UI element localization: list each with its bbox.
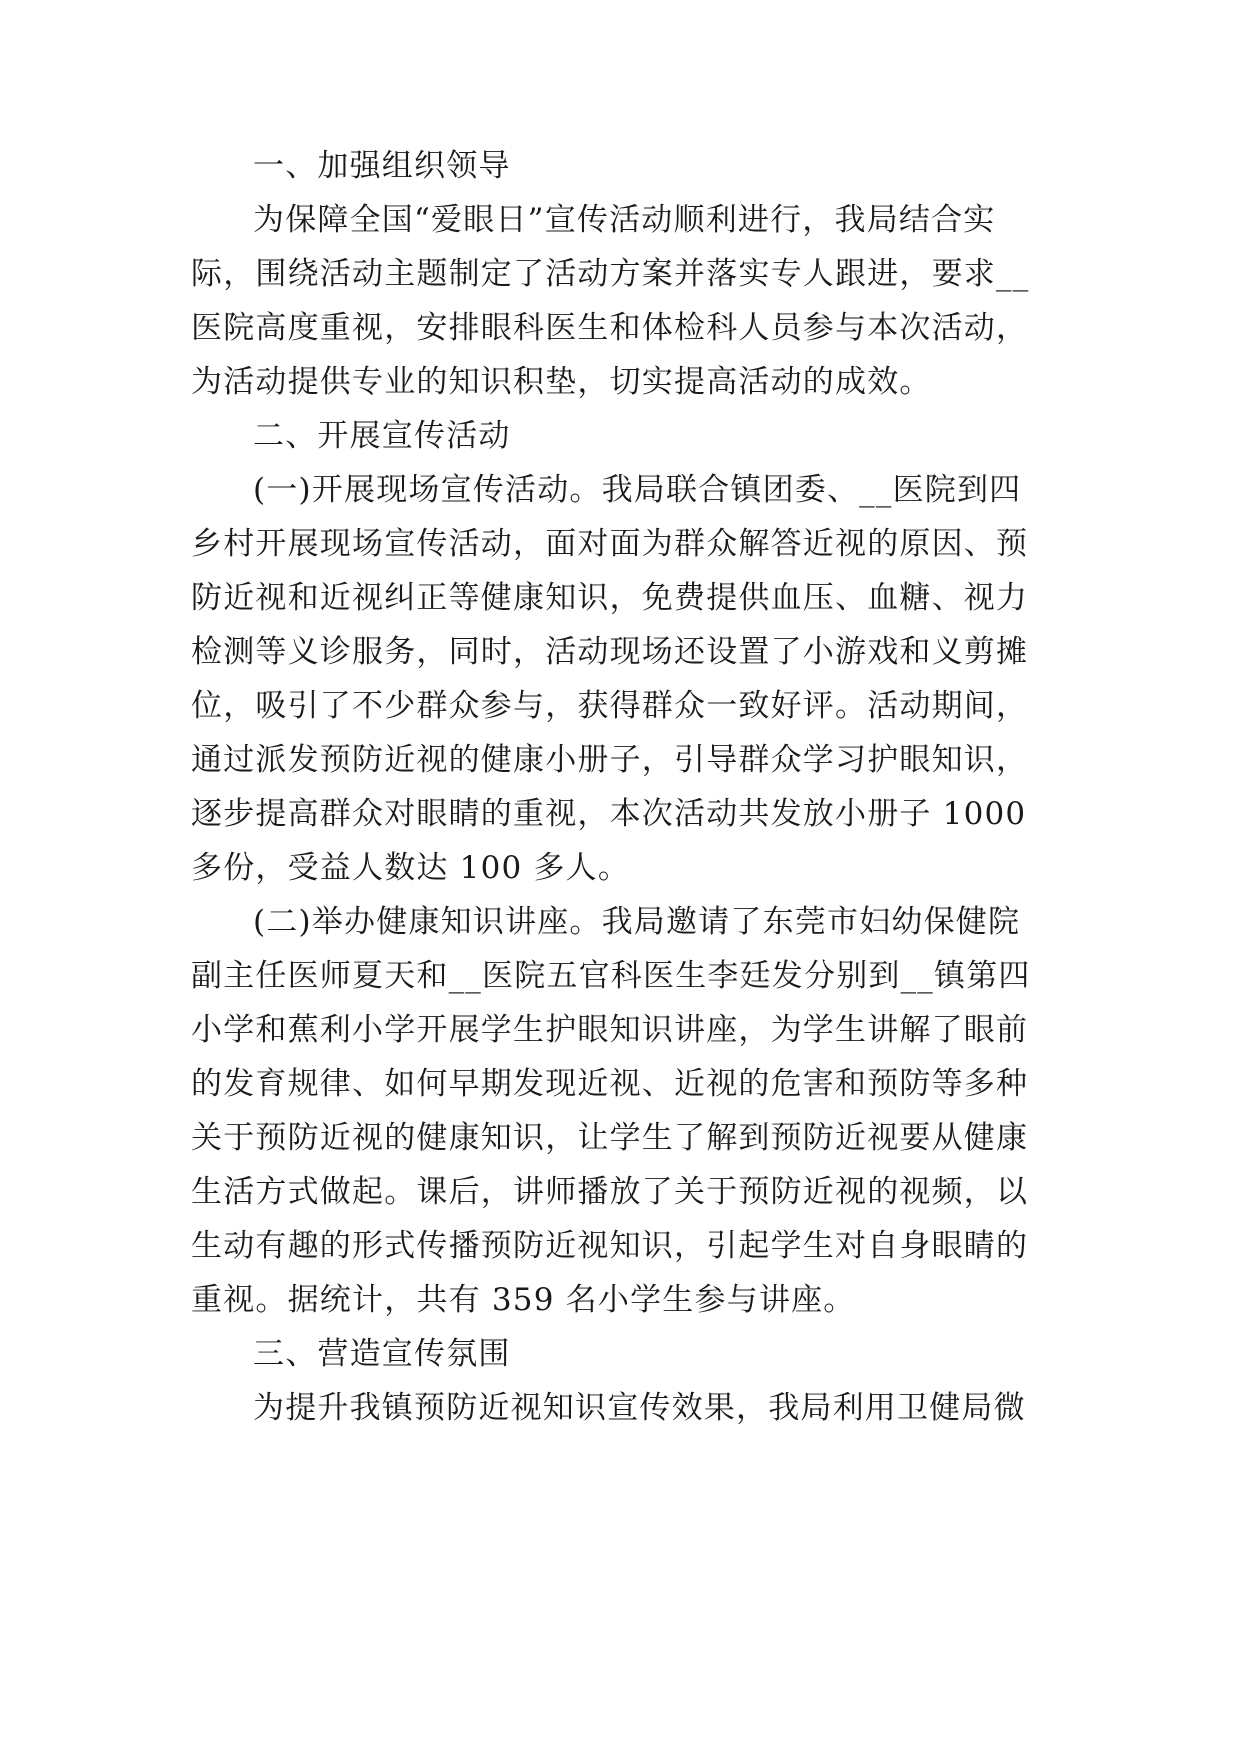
paragraph-line: 关于预防近视的健康知识，让学生了解到预防近视要从健康: [191, 1120, 1029, 1156]
paragraph-line: 为保障全国“爱眼日”宣传活动顺利进行，我局结合实: [253, 202, 996, 238]
paragraph-line: 位，吸引了不少群众参与，获得群众一致好评。活动期间，: [191, 688, 1029, 724]
paragraph-line: 医院高度重视，安排眼科医生和体检科人员参与本次活动，: [191, 310, 1029, 346]
paragraph-line: 的发育规律、如何早期发现近视、近视的危害和预防等多种: [191, 1066, 1029, 1102]
section-heading-3: 三、营造宣传氛围: [253, 1336, 511, 1372]
paragraph-line: 际，围绕活动主题制定了活动方案并落实专人跟进，要求__: [191, 256, 1030, 292]
paragraph-line: 副主任医师夏天和__医院五官科医生李廷发分别到__镇第四: [191, 958, 1031, 994]
paragraph-line: 多份，受益人数达 100 多人。: [191, 850, 631, 886]
paragraph-line: (一)开展现场宣传活动。我局联合镇团委、__医院到四: [253, 472, 1022, 508]
paragraph-line: 重视。据统计，共有 359 名小学生参与讲座。: [191, 1282, 856, 1318]
paragraph-line: 通过派发预防近视的健康小册子，引导群众学习护眼知识，: [191, 742, 1029, 778]
section-heading-2: 二、开展宣传活动: [253, 418, 511, 454]
paragraph-line: 逐步提高群众对眼睛的重视，本次活动共发放小册子 1000: [191, 796, 1027, 832]
paragraph-line: (二)举办健康知识讲座。我局邀请了东莞市妇幼保健院: [253, 904, 1021, 940]
paragraph-line: 检测等义诊服务，同时，活动现场还设置了小游戏和义剪摊: [191, 634, 1029, 670]
paragraph-line: 小学和蕉利小学开展学生护眼知识讲座，为学生讲解了眼前: [191, 1012, 1029, 1048]
paragraph-line: 为活动提供专业的知识积垫，切实提高活动的成效。: [191, 364, 932, 400]
paragraph-line: 生动有趣的形式传播预防近视知识，引起学生对自身眼睛的: [191, 1228, 1029, 1264]
paragraph-line: 为提升我镇预防近视知识宣传效果，我局利用卫健局微: [253, 1390, 1026, 1426]
paragraph-line: 生活方式做起。课后，讲师播放了关于预防近视的视频，以: [191, 1174, 1029, 1210]
section-heading-1: 一、加强组织领导: [253, 148, 511, 184]
paragraph-line: 乡村开展现场宣传活动，面对面为群众解答近视的原因、预: [191, 526, 1029, 562]
paragraph-line: 防近视和近视纠正等健康知识，免费提供血压、血糖、视力: [191, 580, 1029, 616]
